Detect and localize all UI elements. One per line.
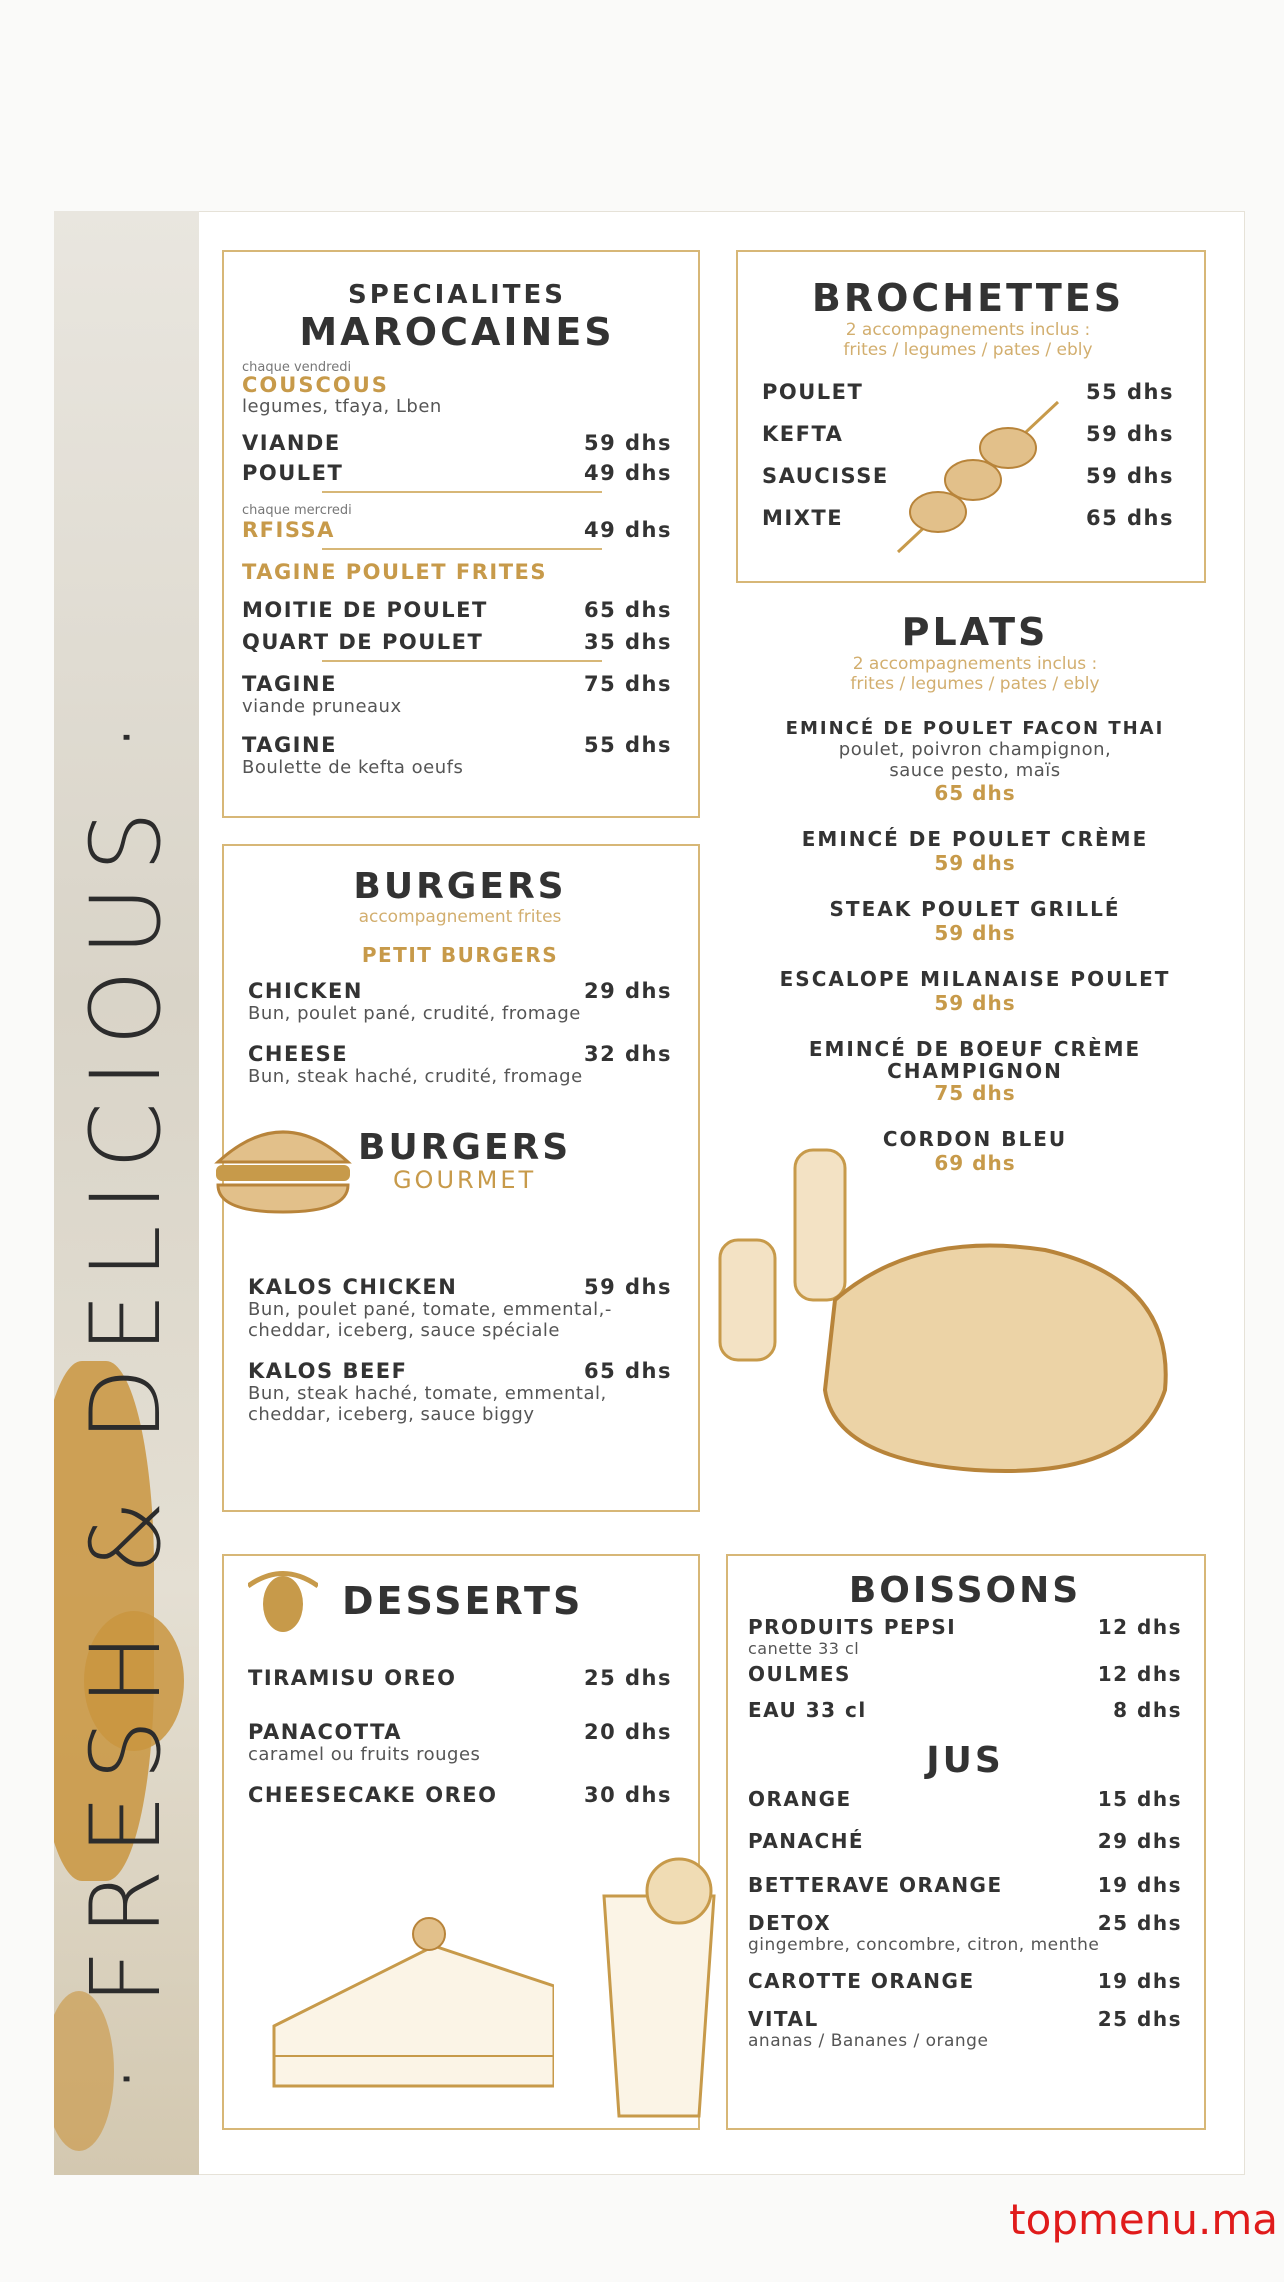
cake-illustration [254,1886,554,2106]
item-desc: Bun, steak haché, crudité, fromage [248,1066,583,1087]
menu-item [248,1720,672,1744]
juice-glass-illustration [584,1856,734,2126]
menu-text: 59 dhs [934,991,1016,1015]
desserts-section [222,1554,700,2130]
specialites-section [222,250,700,818]
menu-item [242,598,672,622]
item-price: 19 dhs [1097,1873,1182,1897]
item-name: SAUCISSE [762,464,889,488]
menu-item [248,979,672,1003]
item-desc: Bun, steak haché, tomate, emmental, [248,1383,607,1404]
item-name: POULET [762,380,864,404]
menu-text: CHAMPIGNON [887,1059,1063,1083]
item-name: PANACOTTA [248,1720,403,1744]
menu-text: sauce pesto, maïs [889,760,1061,781]
item-price: 65 dhs [583,598,672,622]
item-desc: Boulette de kefta oeufs [242,757,464,778]
item-name: BETTERAVE ORANGE [748,1873,1003,1897]
item-name: KALOS CHICKEN [248,1275,458,1299]
decorative-side-strip [54,211,199,2175]
item-price: 25 dhs [1097,1911,1182,1935]
skewer-illustration [888,392,1068,562]
menu-item [748,1615,1182,1639]
section-title: BROCHETTES [811,276,1125,320]
item-name: MIXTE [762,506,844,530]
item-name: TAGINE [242,672,337,696]
section-title: DESSERTS [342,1579,584,1623]
brochettes-section [736,250,1206,583]
menu-text: 59 dhs [934,851,1016,875]
item-price: 59 dhs [1085,464,1174,488]
menu-item [748,1873,1182,1897]
menu-text: EMINCÉ DE POULET FACON THAI [785,718,1165,739]
item-name: ORANGE [748,1787,852,1811]
divider [322,548,602,550]
item-price: 35 dhs [583,630,672,654]
menu-item [248,1359,672,1383]
item-price: 8 dhs [1113,1698,1182,1722]
menu-item [242,733,672,757]
item-price: 75 dhs [583,672,672,696]
item-name: COUSCOUS [242,373,389,397]
item-price: 49 dhs [583,461,672,485]
section-title: MAROCAINES [299,310,615,354]
item-price: 55 dhs [583,733,672,757]
item-note: chaque mercredi [242,503,352,518]
menu-item [740,1037,1210,1105]
menu-item [748,1698,1182,1722]
menu-item [748,1829,1182,1853]
item-desc: gingembre, concombre, citron, menthe [748,1935,1100,1955]
item-price: 25 dhs [1097,2007,1182,2031]
menu-item [740,827,1210,875]
item-price: 59 dhs [583,1275,672,1299]
menu-item [748,1911,1182,1935]
item-name: KALOS BEEF [248,1359,408,1383]
menu-item [248,1275,672,1299]
gourmet-header [208,1107,672,1217]
item-name: DETOX [748,1911,832,1935]
menu-text: EMINCÉ DE POULET CRÈME [801,827,1149,851]
menu-text: ESCALOPE MILANAISE POULET [779,967,1171,991]
item-name: PRODUITS PEPSI [748,1615,957,1639]
menu-item [242,672,672,696]
item-name: MOITIE DE POULET [242,598,488,622]
menu-item [740,967,1210,1015]
item-price: 65 dhs [1085,506,1174,530]
menu-text: CORDON BLEU [882,1127,1068,1151]
subsection-title: TAGINE POULET FRITES [242,560,548,584]
section-title: BURGERS [353,866,567,907]
item-name: PANACHÉ [748,1829,865,1853]
section-title: JUS [926,1740,1004,1781]
item-desc: caramel ou fruits rouges [248,1744,481,1765]
menu-item [242,630,672,654]
item-desc: canette 33 cl [748,1639,860,1658]
steak-illustration [715,1130,1195,1500]
item-name: CHEESECAKE OREO [248,1783,498,1807]
item-name: KEFTA [762,422,844,446]
item-price: 20 dhs [583,1720,672,1744]
item-desc: viande pruneaux [242,696,402,717]
plats-section [740,610,1210,1197]
section-subtitle: 2 accompagnements inclus : [852,654,1098,674]
item-price: 29 dhs [1097,1829,1182,1853]
menu-text: GOURMET [392,1166,537,1194]
menu-item [740,718,1210,805]
item-desc: Bun, poulet pané, tomate, emmental,- [248,1299,612,1320]
item-price: 32 dhs [583,1042,672,1066]
item-price: 30 dhs [583,1783,672,1807]
item-name: POULET [242,461,344,485]
item-name: CAROTTE ORANGE [748,1969,975,1993]
item-desc: cheddar, iceberg, sauce biggy [248,1404,535,1425]
section-title: SPECIALITES [348,280,566,310]
menu-text: EMINCÉ DE BOEUF CRÈME [808,1037,1142,1061]
menu-text: 65 dhs [934,781,1016,805]
item-name: EAU 33 cl [748,1698,867,1722]
item-price: 65 dhs [583,1359,672,1383]
subsection-title: PETIT BURGERS [361,943,559,967]
topmenu-watermark[interactable]: topmenu.ma [1009,2195,1278,2244]
menu-item [740,897,1210,945]
menu-item [242,461,672,485]
item-desc: legumes, tfaya, Lben [242,396,442,417]
section-title: BOISSONS [848,1570,1082,1611]
item-name: RFISSA [242,518,335,542]
menu-item [248,1783,672,1807]
menu-text: poulet, poivron champignon, [838,739,1112,760]
item-price: 59 dhs [1085,422,1174,446]
burgers-section [222,844,700,1512]
menu-item [242,518,672,542]
side-title: · FRESH & DELICIOUS · [70,707,182,2095]
item-name: CHICKEN [248,979,363,1003]
menu-text: STEAK POULET GRILLÉ [829,897,1121,921]
item-price: 25 dhs [583,1666,672,1690]
menu-item [248,1042,672,1066]
item-note: chaque vendredi [242,360,352,375]
cacao-icon [248,1566,318,1636]
menu-item [748,1662,1182,1686]
item-desc: ananas / Bananes / orange [748,2031,989,2051]
item-name: QUART DE POULET [242,630,484,654]
item-name: CHEESE [248,1042,349,1066]
section-subtitle: frites / legumes / pates / ebly [850,674,1100,694]
burger-illustration [208,1107,358,1217]
divider [322,491,602,493]
menu-item [748,2007,1182,2031]
boissons-section [726,1554,1206,2130]
section-subtitle: accompagnement frites [358,907,562,927]
item-name: VIANDE [242,431,341,455]
item-price: 55 dhs [1085,380,1174,404]
item-desc: cheddar, iceberg, sauce spéciale [248,1320,560,1341]
menu-text: 69 dhs [934,1151,1016,1175]
section-title: PLATS [901,610,1049,654]
item-name: VITAL [748,2007,819,2031]
item-name: OULMES [748,1662,851,1686]
menu-item [748,1787,1182,1811]
item-name: TIRAMISU OREO [248,1666,457,1690]
item-name: TAGINE [242,733,337,757]
item-price: 15 dhs [1097,1787,1182,1811]
menu-text: BURGERS [358,1127,572,1168]
menu-text: 59 dhs [934,921,1016,945]
item-price: 12 dhs [1097,1662,1182,1686]
item-price: 59 dhs [583,431,672,455]
section-subtitle: 2 accompagnements inclus : [845,320,1091,340]
menu-item [748,1969,1182,1993]
item-desc: Bun, poulet pané, crudité, fromage [248,1003,581,1024]
item-price: 12 dhs [1097,1615,1182,1639]
menu-text: 75 dhs [934,1081,1016,1105]
menu-item [248,1666,672,1690]
divider [322,660,602,662]
menu-item [242,431,672,455]
item-price: 49 dhs [583,518,672,542]
item-price: 29 dhs [583,979,672,1003]
section-subtitle: frites / legumes / pates / ebly [843,340,1093,360]
item-price: 19 dhs [1097,1969,1182,1993]
